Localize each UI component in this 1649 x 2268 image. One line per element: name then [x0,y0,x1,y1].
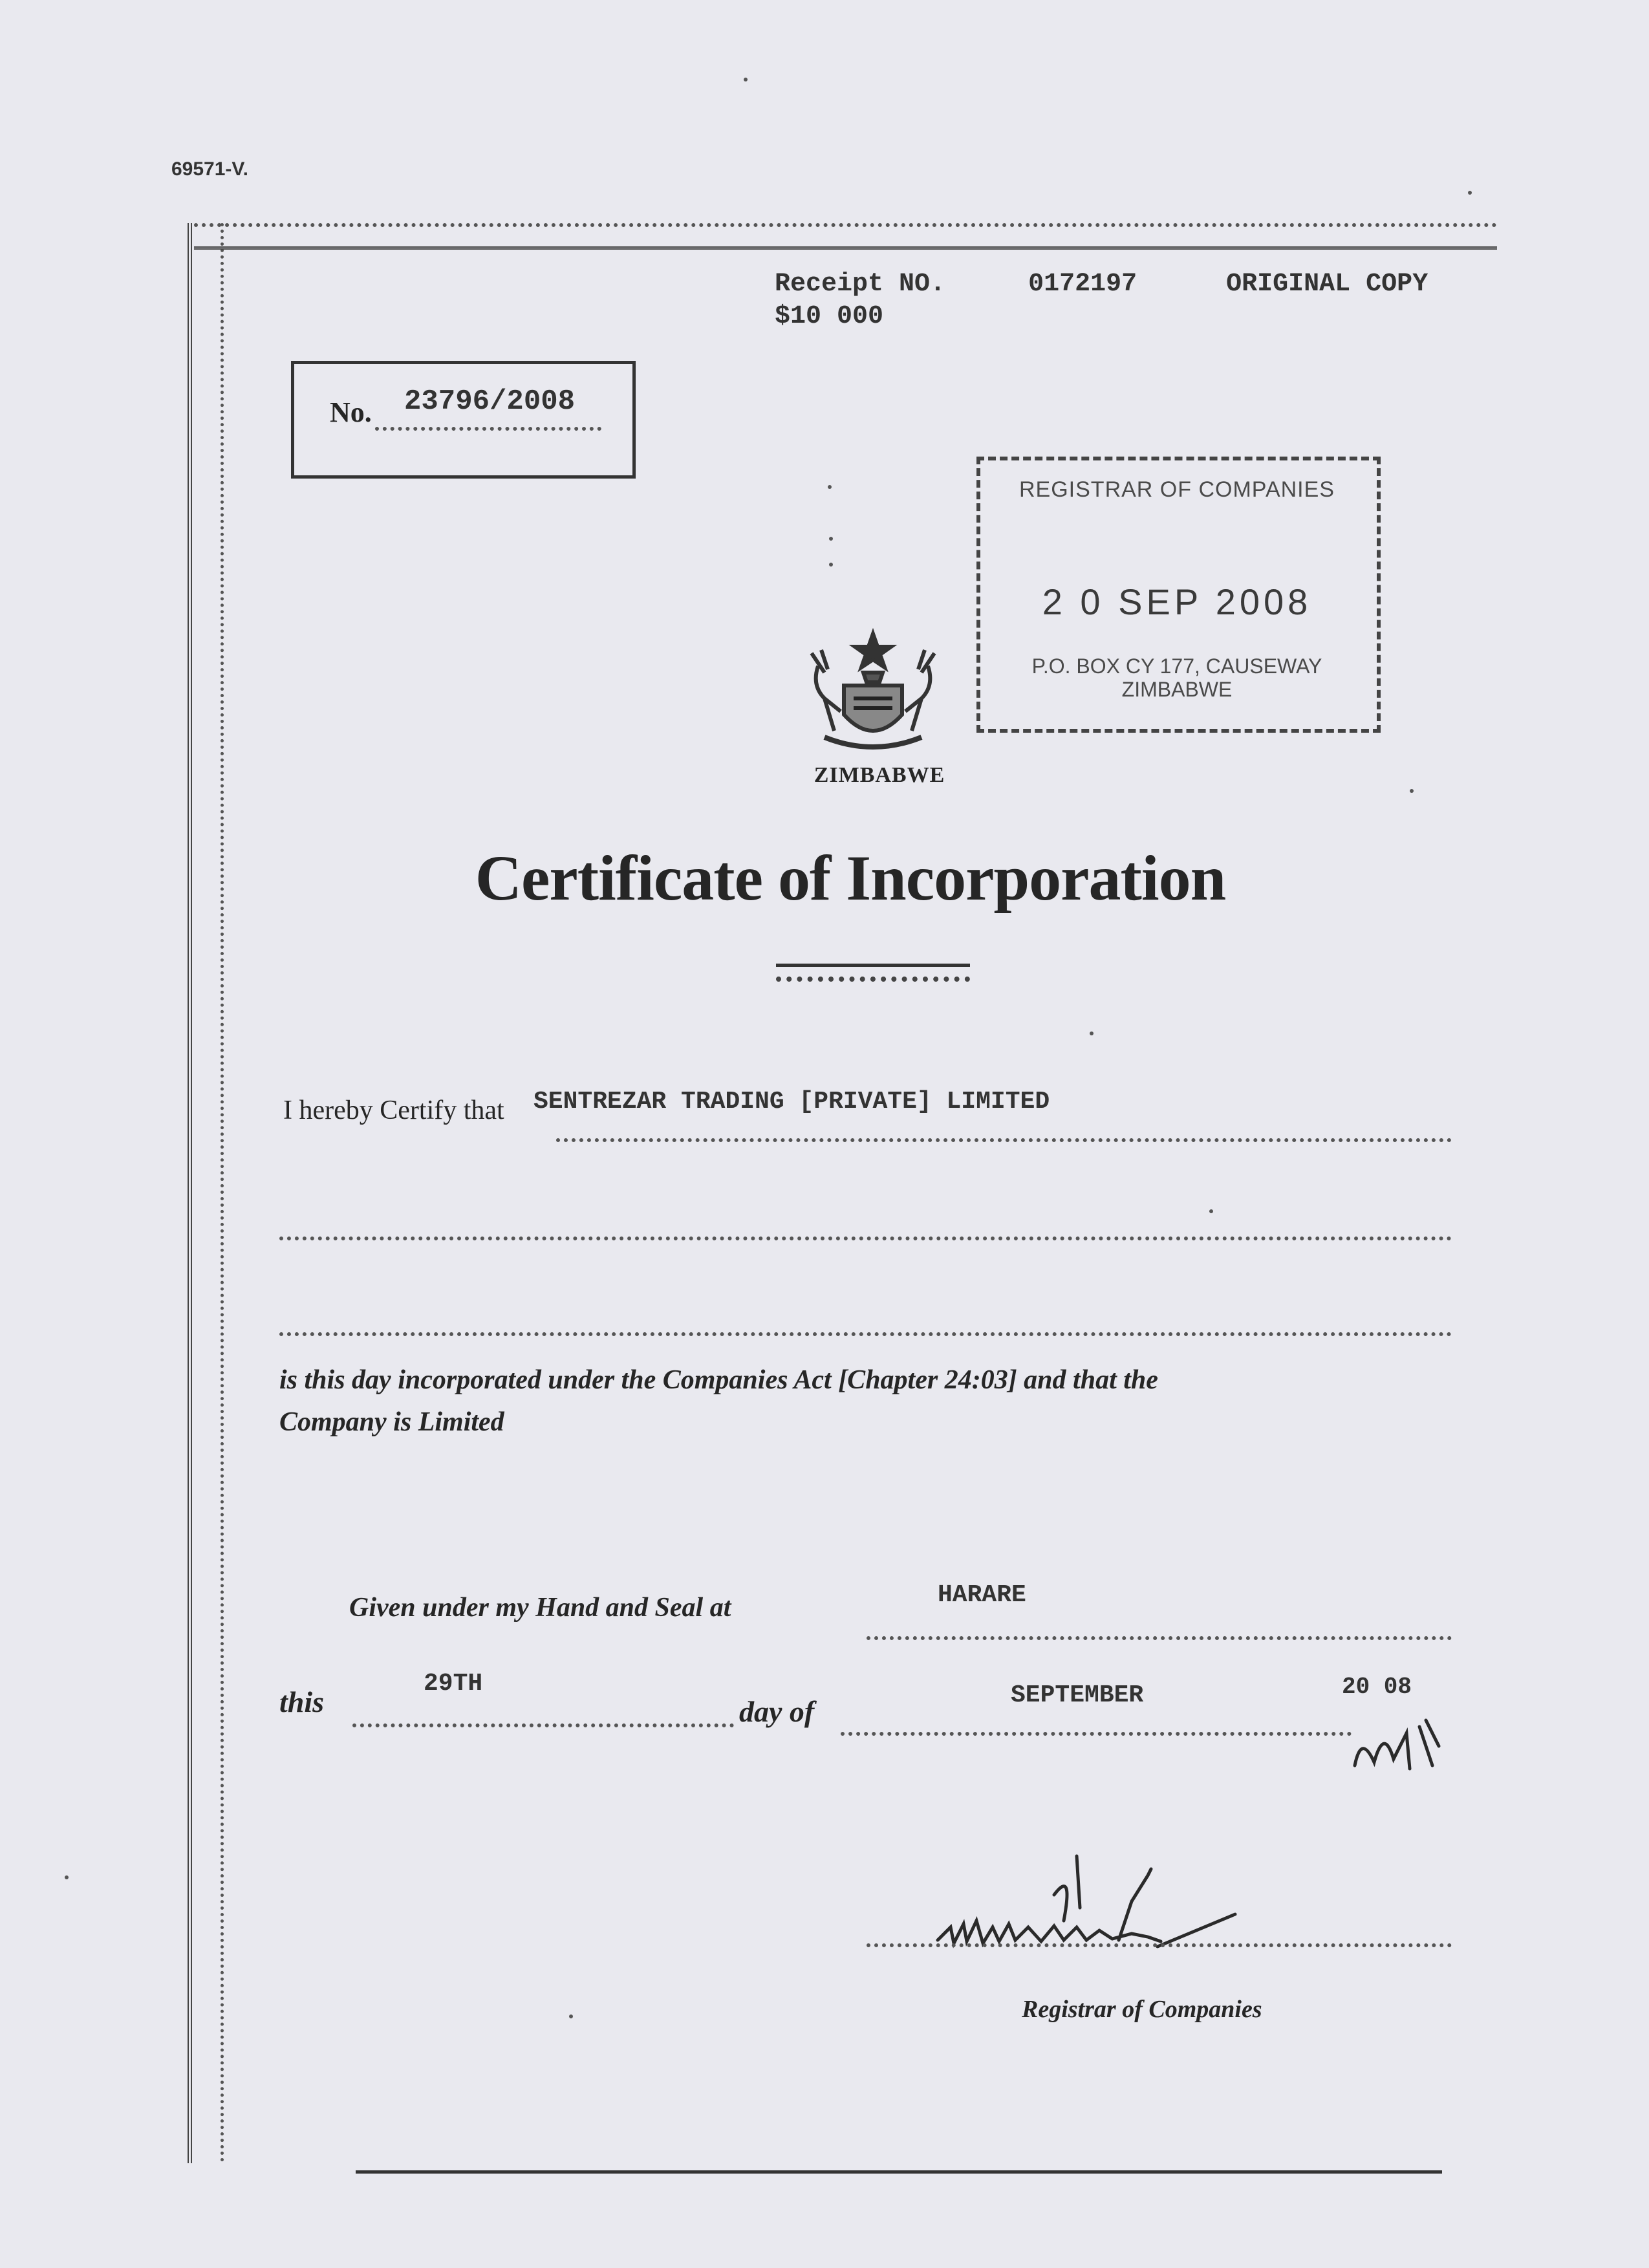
scan-speck [1090,1031,1094,1035]
place-dotted-line [867,1636,1452,1640]
place-value: HARARE [938,1581,1026,1609]
stamp-address [989,654,1364,701]
scan-speck [1410,789,1414,793]
receipt-block [775,268,1428,333]
zimbabwe-coat-of-arms-icon [799,627,947,760]
registration-dotted-line [375,427,601,431]
stamp-date: 2 0 SEP 2008 [1042,581,1312,622]
title-underline-dotted [776,977,970,982]
scan-speck [744,78,748,81]
registrar-title: Registrar of Companies [1022,1996,1262,2023]
day-of-label: day of [739,1695,815,1728]
company-name: SENTREZAR TRADING [PRIVATE] LIMITED [534,1088,1050,1116]
registration-no-label: No. [330,396,372,428]
stamp-address-line: P.O. BOX CY 177, CAUSEWAY [1031,654,1322,678]
fee: $10 000 [775,302,884,331]
scan-speck [828,485,832,489]
day-dotted-line [352,1723,734,1727]
stamp-country-line: ZIMBABWE [1121,678,1233,701]
company-dotted-line-1 [556,1138,1452,1142]
act-text-line-2: Company is Limited [279,1407,504,1437]
given-label: Given under my Hand and Seal at [349,1593,731,1623]
scan-speck [569,2014,573,2018]
certify-label: I hereby Certify that [283,1096,504,1125]
company-dotted-line-3 [279,1332,1452,1336]
month-value: SEPTEMBER [1011,1681,1144,1709]
registrar-signature-icon [925,1830,1261,1972]
frame-top-border [194,223,1497,250]
certificate-title: Certificate of Incorporation [475,842,1226,914]
title-underline [776,964,970,967]
receipt-number: 0172197 [1028,270,1137,299]
registration-number: 23796/2008 [404,385,576,418]
frame-left-border [188,223,224,2163]
year-value: 20 08 [1342,1674,1412,1700]
scan-speck [829,537,833,541]
month-dotted-line [841,1732,1352,1736]
country-label: ZIMBABWE [814,763,945,787]
copy-type: ORIGINAL COPY [1226,270,1428,299]
stamp-registrar-line: REGISTRAR OF COMPANIES [1019,477,1335,502]
scan-speck [829,563,833,567]
initials-mark-icon [1348,1707,1445,1785]
reference-number: 69571-V. [171,158,249,180]
this-label: this [279,1685,325,1718]
act-text-line-1: is this day incorporated under the Companies Act [Chapter 24:03] and that the [279,1365,1158,1395]
day-value: 29TH [424,1670,483,1698]
scan-speck [65,1875,69,1879]
frame-bottom-rule [356,2170,1442,2174]
company-dotted-line-2 [279,1237,1452,1240]
scan-speck [1209,1209,1213,1213]
scan-speck [1468,191,1472,195]
signature-dotted-line [867,1943,1452,1947]
receipt-label: Receipt NO. [775,270,946,299]
